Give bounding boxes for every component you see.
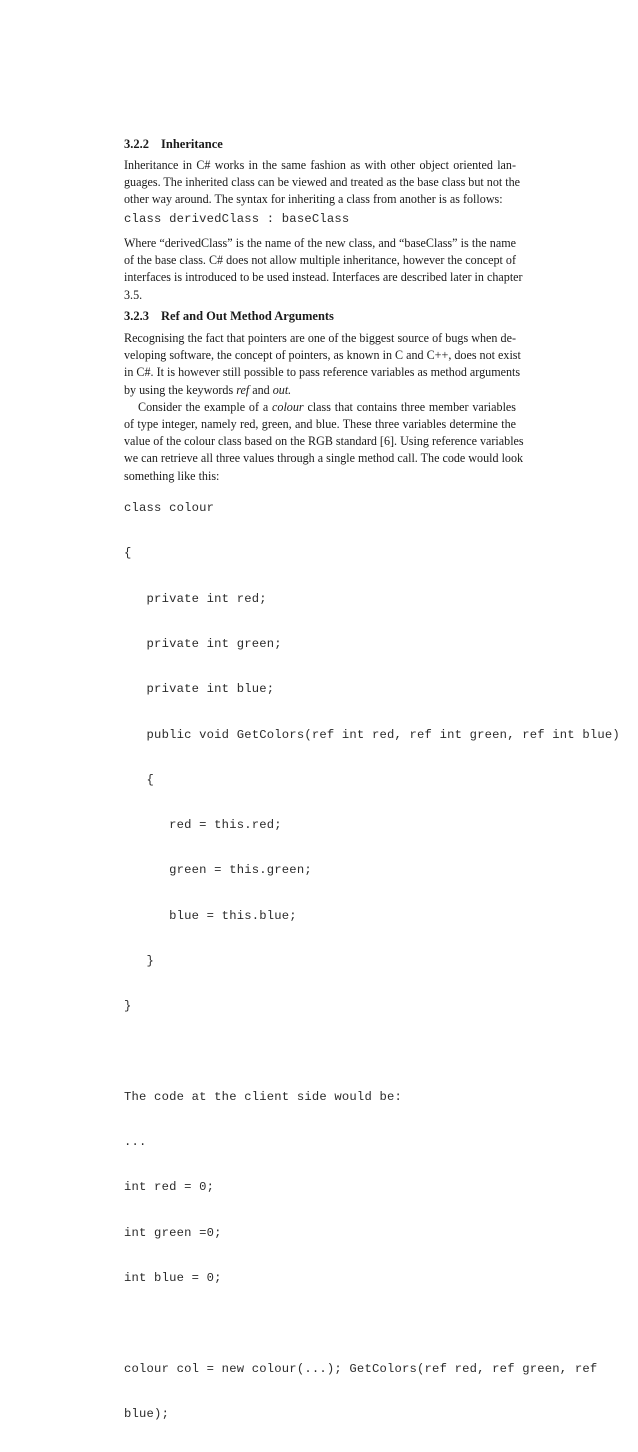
text-line: [124, 382, 516, 399]
inheritance-paragraph-2: [124, 235, 523, 304]
text-line: Where “derivedClass” is the name of the new class, and “baseClass” is the name: [124, 236, 516, 250]
code-line: colour col = new colour(...); GetColors(ref red, ref green, ref: [124, 1361, 598, 1376]
text-fragment: Consider the example of a: [138, 399, 273, 414]
colour-class-code-block: [124, 471, 620, 1452]
text-fragment: by using the keywords: [124, 382, 237, 397]
code-line: blue = this.blue;: [124, 908, 297, 923]
keyword-out: out.: [272, 382, 292, 397]
code-line: private int blue;: [124, 682, 275, 697]
code-line: int blue = 0;: [124, 1270, 222, 1285]
section-heading-3-2-2: [124, 137, 223, 152]
code-line: class colour: [124, 501, 215, 516]
code-line: public void GetColors(ref int red, ref int green, ref int blue): [124, 727, 620, 742]
text-line: we can retrieve all three values through a single method call. The code would look: [124, 451, 524, 466]
code-line: int green =0;: [124, 1225, 222, 1240]
section-number: 3.2.3: [124, 309, 149, 323]
text-line: of type integer, namely red, green, and blue. These three variables determine the: [124, 416, 516, 431]
code-line: green = this.green;: [124, 863, 312, 878]
inheritance-paragraph-1: [124, 157, 521, 209]
code-line: blue);: [124, 1406, 170, 1421]
code-line: ...: [124, 1135, 147, 1150]
text-line: 3.5.: [124, 287, 143, 302]
section-number: 3.2.2: [124, 137, 149, 151]
colour-word: colour: [272, 399, 304, 414]
ref-out-paragraph-1: [124, 330, 524, 485]
text-line: something like this:: [124, 468, 220, 483]
code-line: private int red;: [124, 591, 267, 606]
code-line: [124, 1316, 620, 1331]
text-line: Inheritance in C# works in the same fashion as with other object oriented lan-: [124, 158, 516, 172]
code-line: }: [124, 954, 155, 968]
code-line: int red = 0;: [124, 1180, 215, 1195]
code-line: red = this.red;: [124, 818, 282, 833]
code-line: [124, 1045, 620, 1060]
text-line: [124, 399, 516, 416]
keyword-ref: ref: [236, 382, 250, 397]
code-line: }: [124, 999, 132, 1014]
text-fragment: class that contains three member variables: [303, 399, 517, 414]
code-line: private int green;: [124, 637, 282, 652]
text-line: value of the colour class based on the RGB standard [6]. Using reference variables: [124, 434, 524, 449]
code-line: {: [124, 546, 132, 561]
code-line: The code at the client side would be:: [124, 1089, 403, 1104]
text-fragment: and: [249, 382, 273, 397]
section-heading-3-2-3: [124, 309, 334, 324]
code-line: {: [124, 772, 155, 787]
text-line: in C#. It is however still possible to pass reference variables as method arguments: [124, 365, 521, 380]
text-line: interfaces is introduced to be used instead. Interfaces are described later in chapter: [124, 270, 523, 285]
text-line: other way around. The syntax for inheriting a class from another is as follows:: [124, 192, 503, 207]
inheritance-syntax-code: class derivedClass : baseClass: [124, 212, 350, 226]
text-line: guages. The inherited class can be viewed and treated as the base class but not the: [124, 175, 521, 190]
section-title: Ref and Out Method Arguments: [161, 309, 334, 323]
text-line: of the base class. C# does not allow multiple inheritance, however the concept of: [124, 253, 516, 268]
text-line: Recognising the fact that pointers are one of the biggest source of bugs when de-: [124, 331, 516, 345]
section-title: Inheritance: [161, 137, 223, 151]
text-line: veloping software, the concept of pointers, as known in C and C++, does not exist: [124, 348, 521, 363]
